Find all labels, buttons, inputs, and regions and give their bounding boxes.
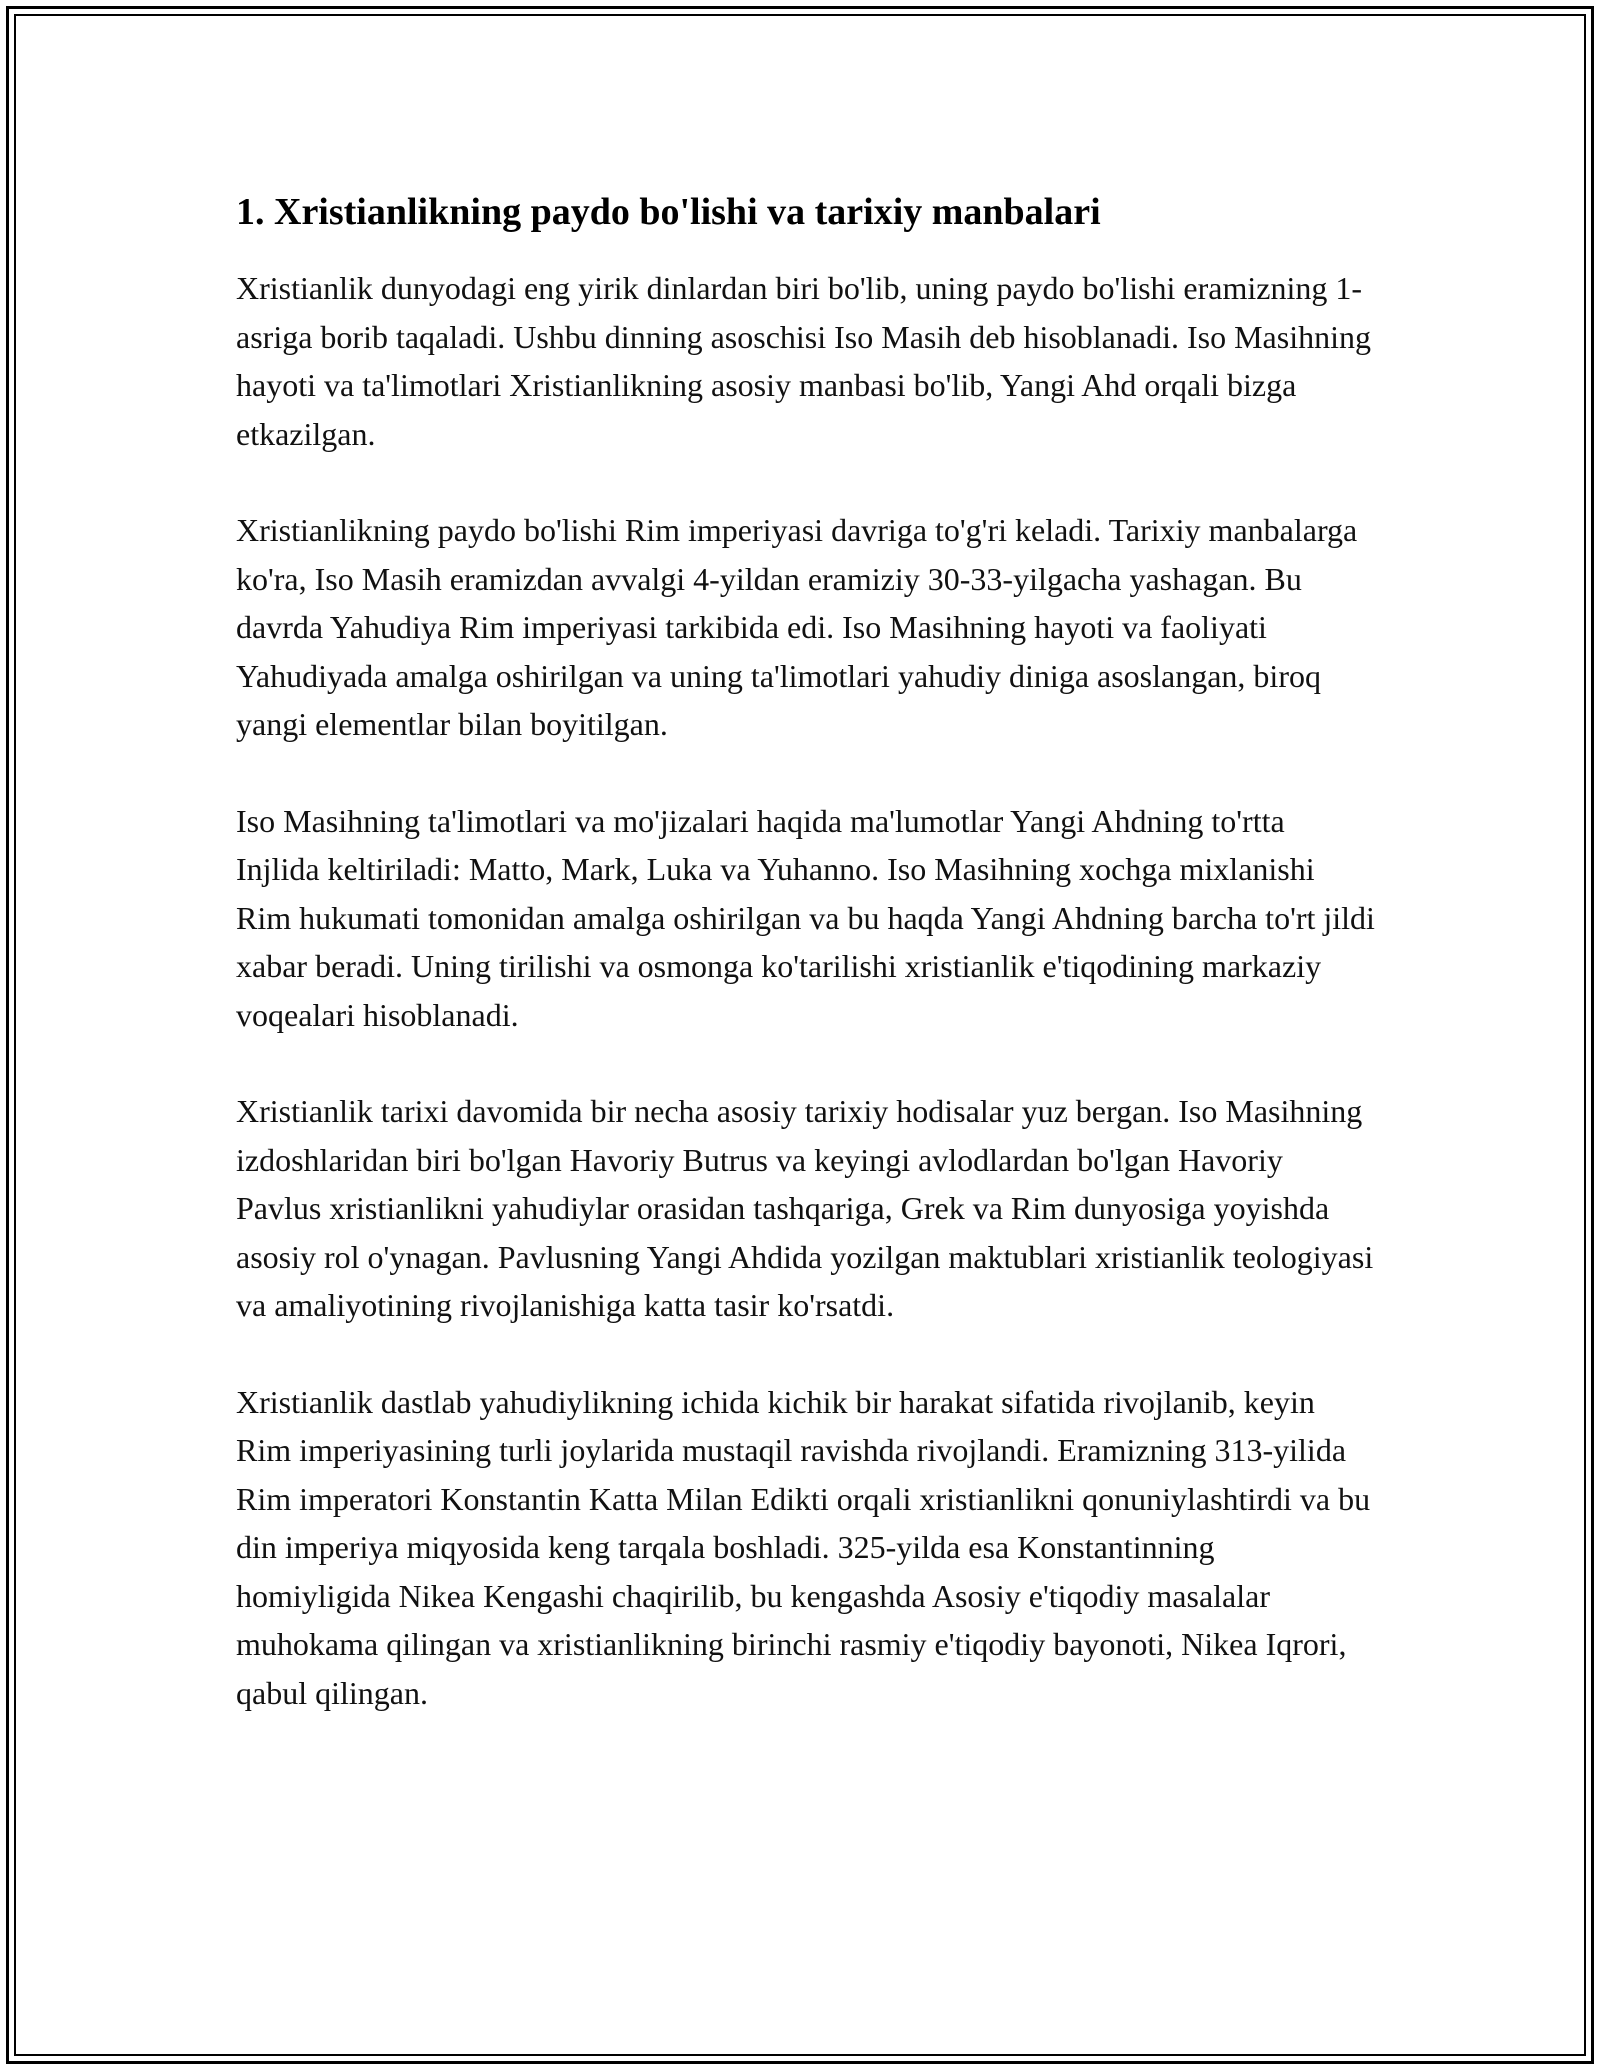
section-heading: 1. Xristianlikning paydo bo'lishi va tarixiy manbalari bbox=[236, 191, 1101, 233]
document-body bbox=[236, 186, 1376, 1765]
paragraph-5: Xristianlik dastlab yahudiylikning ichida kichik bir harakat sifatida rivojlanib, keyin Rim imperiyasining turli joylarida mustaqil ravishda rivojlandi. Eramizning 313-yilida Rim imperatori Konstantin Katta Milan Edikti orqali xristianlikni qonuniylashtirdi va bu din imperiya miqyosida keng tarqala boshladi. 325-yilda esa Konstantinning homiyligida Nikea Kengashi chaqirilib, bu kengashda Asosiy e'tiqodiy masalalar muhokama qilingan va xristianlikning birinchi rasmiy e'tiqodiy bayonoti, Nikea Iqrori, qabul qilingan. bbox=[236, 1383, 1371, 1711]
paragraph-1: Xristianlik dunyodagi eng yirik dinlardan biri bo'lib, uning paydo bo'lishi eramizning 1-asriga borib taqaladi. Ushbu dinning asoschisi Iso Masih deb hisoblanadi. Iso Masihning hayoti va ta'limotlari Xristianlikning asosiy manbasi bo'lib, Yangi Ahd orqali bizga etkazilgan. bbox=[236, 270, 1371, 452]
paragraph-4: Xristianlik tarixi davomida bir necha asosiy tarixiy hodisalar yuz bergan. Iso Masihning izdoshlaridan biri bo'lgan Havoriy Butrus va keyingi avlodlardan bo'lgan Havoriy Pavlus xristianlikni yahudiylar orasidan tashqariga, Grek va Rim dunyosiga yoyishda asosiy rol o'ynagan. Pavlusning Yangi Ahdida yozilgan maktublari xristianlik teologiyasi va amaliyotining rivojlanishiga katta tasir ko'rsatdi. bbox=[236, 1093, 1374, 1323]
paragraph-2: Xristianlikning paydo bo'lishi Rim imperiyasi davriga to'g'ri keladi. Tarixiy manbalarga ko'ra, Iso Masih eramizdan avvalgi 4-yildan eramiziy 30-33-yilgacha yashagan. Bu davrda Yahudiya Rim imperiyasi tarkibida edi. Iso Masihning hayoti va faoliyati Yahudiyada amalga oshirilgan va uning ta'limotlari yahudiy diniga asoslangan, biroq yangi elementlar bilan boyitilgan. bbox=[236, 512, 1358, 742]
paragraph-3: Iso Masihning ta'limotlari va mo'jizalari haqida ma'lumotlar Yangi Ahdning to'rtta Injlida keltiriladi: Matto, Mark, Luka va Yuhanno. Iso Masihning xochga mixlanishi Rim hukumati tomonidan amalga oshirilgan va bu haqda Yangi Ahdning barcha to'rt jildi xabar beradi. Uning tirilishi va osmonga ko'tarilishi xristianlik e'tiqodining markaziy voqealari hisoblanadi. bbox=[236, 802, 1375, 1033]
